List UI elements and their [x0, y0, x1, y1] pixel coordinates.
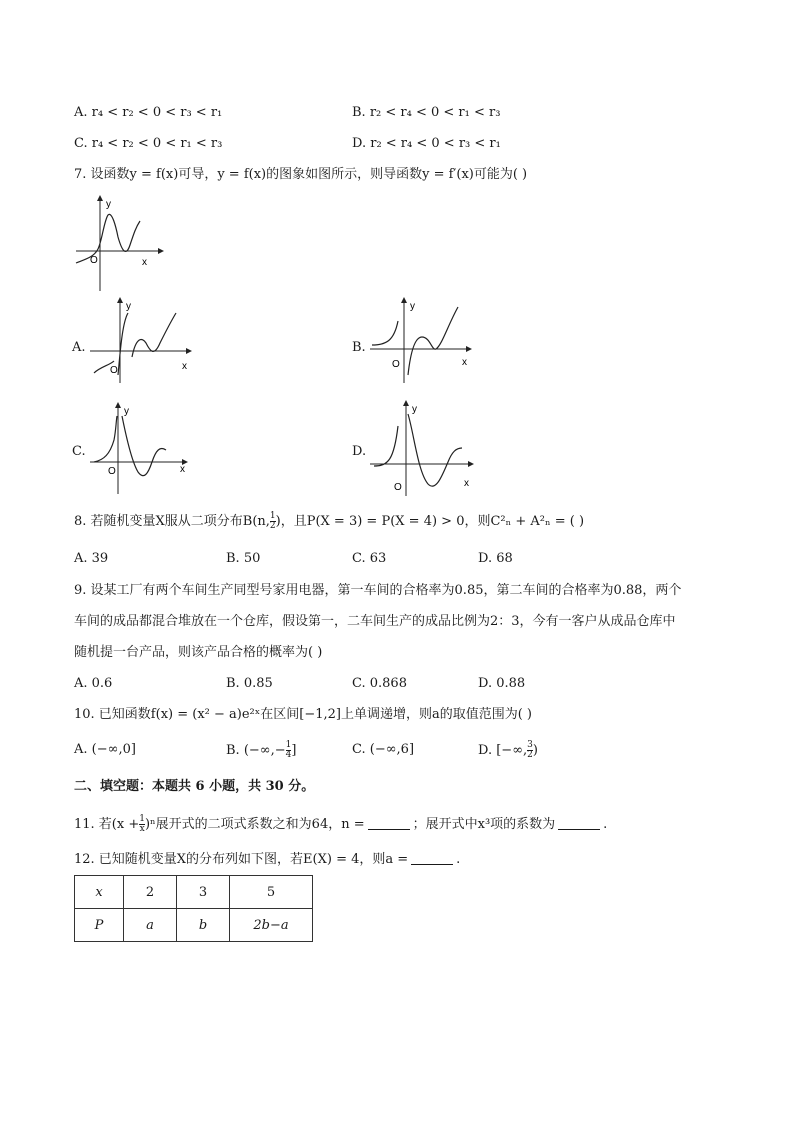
table-row [75, 876, 313, 909]
q11-end: . [603, 817, 608, 832]
q6-option-d: D. r₂ < r₄ < 0 < r₃ < r₁ [352, 136, 501, 151]
q10-option-d-pre: D. [−∞, [478, 743, 528, 758]
q8-frac-den: 2 [269, 521, 276, 531]
q10-option-a: A. (−∞,0] [74, 742, 136, 757]
q11-mid2: ；展开式中x³项的系数为 [412, 817, 556, 832]
q8-option-a: A. 39 [74, 551, 109, 566]
q10-option-d-den: 2 [527, 750, 533, 760]
q10-option-b [226, 741, 296, 760]
q10-option-d [478, 741, 538, 760]
q7-graph-b [368, 293, 472, 385]
q7-label-b: B. [352, 340, 366, 355]
q7-b-x-label: x [462, 357, 467, 368]
table-row [75, 909, 313, 942]
q11-stem [74, 815, 607, 834]
q7-c-x-label: x [180, 464, 185, 475]
table-cell: P [75, 909, 124, 942]
q7-c-y-label: y [124, 406, 129, 417]
q12-stem-pre: 12. 已知随机变量X的分布列如下图，若E(X) = 4，则a = [74, 852, 409, 867]
q10-option-d-post: ) [532, 743, 538, 758]
q8-stem [74, 512, 584, 531]
q10-option-d-num: 3 [527, 740, 533, 750]
q9-line-3: 随机提一台产品，则该产品合格的概率为( ) [74, 645, 323, 660]
q11-frac-num: 1 [139, 814, 145, 824]
q7-b-origin: O [392, 359, 400, 370]
q7-main-graph [72, 193, 164, 293]
q8-stem-pre: 8. 若随机变量X服从二项分布B(n, [74, 514, 270, 529]
q11-pre: 11. 若(x + [74, 817, 140, 832]
q7-b-y-label: y [410, 301, 415, 312]
q7-graph-a [88, 293, 192, 385]
q7-main-origin: O [90, 255, 98, 266]
q7-label-c: C. [72, 444, 86, 459]
q6-option-c: C. r₄ < r₂ < 0 < r₁ < r₃ [74, 136, 223, 151]
q7-c-origin: O [108, 466, 116, 477]
q10-option-b-post: ] [291, 743, 297, 758]
table-cell: a [124, 909, 177, 942]
q8-option-c: C. 63 [352, 551, 387, 566]
q7-a-origin: O [110, 365, 118, 376]
q7-label-a: A. [72, 340, 86, 355]
q8-option-b: B. 50 [226, 551, 261, 566]
q11-frac-den: x [139, 824, 145, 834]
q10-option-c: C. (−∞,6] [352, 742, 415, 757]
q9-option-b: B. 0.85 [226, 676, 273, 691]
q8-option-d: D. 68 [478, 551, 513, 566]
q7-d-origin: O [394, 482, 402, 493]
q9-option-c: C. 0.868 [352, 676, 407, 691]
q10-stem: 10. 已知函数f(x) = (x² − a)e²ˣ在区间[−1,2]上单调递增，则a的取值范围为( ) [74, 707, 532, 722]
table-cell: 2 [124, 876, 177, 909]
q12-stem-end: . [456, 852, 461, 867]
q7-graph-d [368, 396, 478, 500]
q9-line-2: 车间的成品都混合堆放在一个仓库，假设第一，二车间生产的成品比例为2：3，今有一客户从成品仓库中 [74, 614, 676, 629]
q9-option-d: D. 0.88 [478, 676, 526, 691]
section-2-title: 二、填空题：本题共 6 小题，共 30 分。 [74, 779, 315, 794]
q6-option-b: B. r₂ < r₄ < 0 < r₁ < r₃ [352, 105, 501, 120]
q11-blank-n[interactable] [368, 816, 410, 830]
q10-option-b-pre: B. (−∞,− [226, 743, 286, 758]
q12-blank-a[interactable] [411, 851, 453, 865]
q9-line-1: 9. 设某工厂有两个车间生产同型号家用电器，第一车间的合格率为0.85，第二车间的合格率为0.88，两个 [74, 583, 682, 598]
q6-option-a: A. r₄ < r₂ < 0 < r₃ < r₁ [74, 105, 223, 120]
q7-stem: 7. 设函数y = f(x)可导，y = f(x)的图象如图所示，则导函数y = f′(x)可能为( ) [74, 167, 528, 182]
q12-stem [74, 851, 460, 869]
table-cell: b [177, 909, 230, 942]
q8-stem-post: )，且P(X = 3) = P(X = 4) > 0，则C²ₙ + A²ₙ = ( ) [275, 514, 585, 529]
q12-distribution-table [74, 875, 313, 942]
q11-mid: )ⁿ展开式的二项式系数之和为64，n = [144, 817, 365, 832]
table-cell: 2b−a [230, 909, 313, 942]
q7-a-y-label: y [126, 301, 131, 312]
q7-label-d: D. [352, 444, 367, 459]
q7-a-x-label: x [182, 361, 187, 372]
q8-frac-num: 1 [269, 511, 276, 521]
q7-main-y-label: y [106, 199, 111, 210]
q10-option-b-den: 4 [285, 750, 292, 760]
table-cell: 5 [230, 876, 313, 909]
table-cell: x [75, 876, 124, 909]
table-cell: 3 [177, 876, 230, 909]
q7-d-x-label: x [464, 478, 469, 489]
q9-option-a: A. 0.6 [74, 676, 113, 691]
q10-option-b-num: 1 [285, 740, 292, 750]
q7-graph-c [88, 400, 192, 496]
q7-d-y-label: y [412, 404, 417, 415]
q11-blank-coef[interactable] [558, 816, 600, 830]
q7-main-x-label: x [142, 257, 147, 268]
